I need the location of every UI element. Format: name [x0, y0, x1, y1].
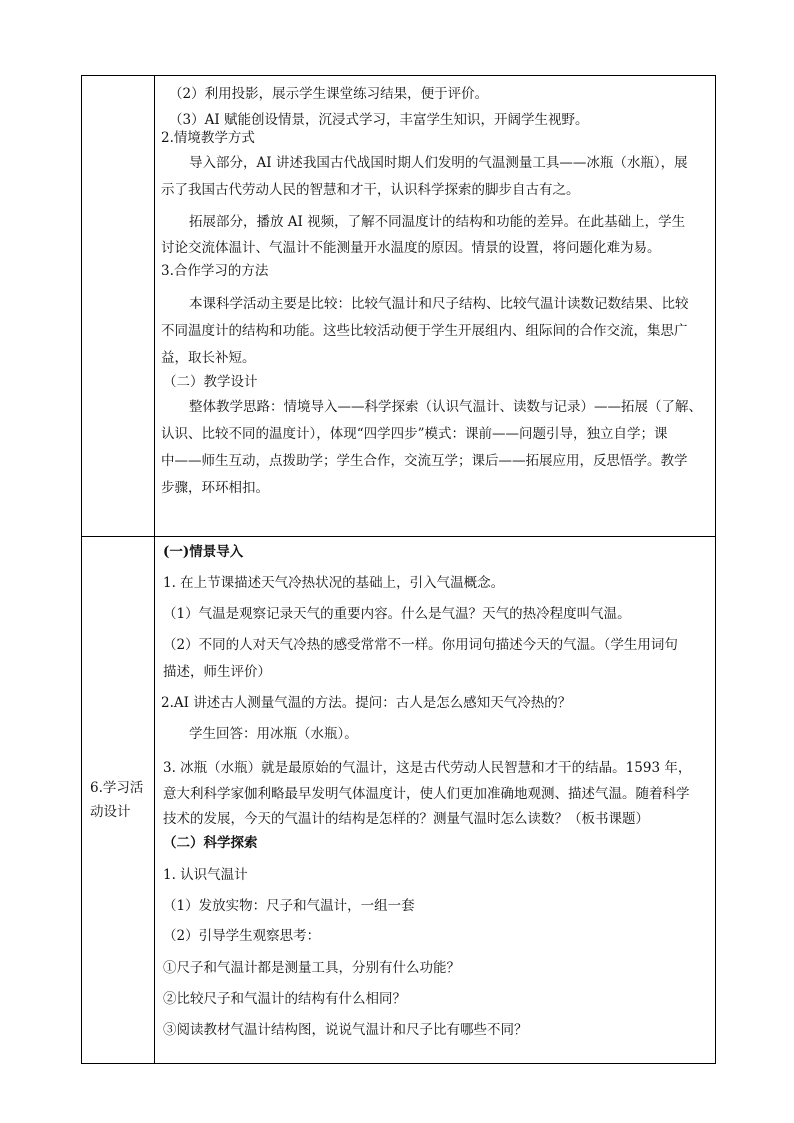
paragraph-line: （2）引导学生观察思考：: [163, 928, 321, 944]
paragraph-line: 学生回答：用冰瓶（水瓶）。: [189, 726, 358, 742]
paragraph-line: 拓展部分，播放 AI 视频，了解不同温度计的结构和功能的差异。在此基础上，学生: [189, 214, 686, 230]
paragraph-line: 描述，师生评价）: [163, 664, 271, 680]
paragraph-line: 1. 在上节课描述天气冷热状况的基础上，引入气温概念。: [163, 575, 505, 591]
paragraph-line: 不同温度计的结构和功能。这些比较活动便于学生开展组内、组际间的合作交流，集思广: [161, 323, 688, 339]
paragraph-line: （2）利用投影，展示学生课堂练习结果，便于评价。: [169, 86, 489, 102]
paragraph-line: 技术的发展，今天的气温计的结构是怎样的？测量气温时怎么读数？（板书课题）: [163, 811, 649, 827]
paragraph-line: 2.AI 讲述古人测量气温的方法。提问：古人是怎么感知天气冷热的？: [161, 695, 572, 711]
paragraph-line: （1）发放实物：尺子和气温计，一组一套: [163, 898, 415, 914]
paragraph-line: （1）气温是观察记录天气的重要内容。什么是气温？天气的热冷程度叫气温。: [163, 606, 631, 622]
table-row: [82, 537, 716, 1064]
label-cell: [82, 537, 155, 1064]
paragraph-line: ③阅读教材气温计结构图，说说气温计和尺子比有哪些不同？: [163, 1022, 528, 1038]
paragraph-line: 导入部分，AI 讲述我国古代战国时期人们发明的气温测量工具——冰瓶（水瓶），展: [189, 155, 688, 171]
heading-teaching-design: （二）教学设计: [163, 374, 258, 390]
paragraph-line: 示了我国古代劳动人民的智慧和才干，认识科学探索的脚步自古有之。: [161, 182, 580, 198]
paragraph-line: 讨论交流体温计、气温计不能测量开水温度的原因。情景的设置，将问题化难为易。: [161, 240, 661, 256]
lesson-plan-table: [81, 75, 716, 1064]
content-cell-bottom: [155, 537, 716, 1064]
heading-situational-teaching: 2.情境教学方式: [161, 130, 255, 146]
section-label-line: 动设计: [90, 804, 131, 820]
paragraph-line: 1. 认识气温计: [163, 867, 248, 883]
paragraph-line: （3）AI 赋能创设情景，沉浸式学习，丰富学生知识，开阔学生视野。: [169, 112, 589, 128]
content-cell-top: [155, 76, 716, 537]
paragraph-line: 中——师生互动，点拨助学；学生合作，交流互学；课后——拓展应用，反思悟学。教学: [161, 453, 688, 469]
paragraph-line: （2）不同的人对天气冷热的感受常常不一样。你用词句描述今天的气温。（学生用词句: [163, 637, 678, 653]
paragraph-line: 3. 冰瓶（水瓶）就是最原始的气温计，这是古代劳动人民智慧和才干的结晶。1593 年，: [163, 760, 692, 776]
paragraph-line: ①尺子和气温计都是测量工具，分别有什么功能？: [163, 960, 460, 976]
section-label: [82, 776, 154, 824]
paragraph-line: 步骤，环环相扣。: [161, 480, 269, 496]
label-cell-empty: [82, 76, 155, 537]
heading-scenario-intro: (一)情景导入: [163, 544, 244, 560]
table-row: [82, 76, 716, 537]
paragraph-line: 意大利科学家伽利略最早发明气体温度计，使人们更加准确地观测、描述气温。随着科学: [163, 786, 690, 802]
heading-science-exploration: （二）科学探索: [163, 835, 258, 851]
heading-cooperative-learning: 3.合作学习的方法: [161, 263, 269, 279]
paragraph-line: 本课科学活动主要是比较：比较气温计和尺子结构、比较气温计读数记数结果、比较: [189, 296, 689, 312]
paragraph-line: 认识、比较不同的温度计），体现“四学四步”模式：课前——问题引导，独立自学；课: [161, 426, 668, 442]
paragraph-line: ②比较尺子和气温计的结构有什么相同？: [163, 991, 406, 1007]
section-label-line: 6.学习活: [90, 780, 144, 796]
paragraph-line: 整体教学思路：情境导入——科学探索（认识气温计、读数与记录）——拓展（了解、: [189, 399, 702, 415]
paragraph-line: 益，取长补短。: [161, 350, 256, 366]
